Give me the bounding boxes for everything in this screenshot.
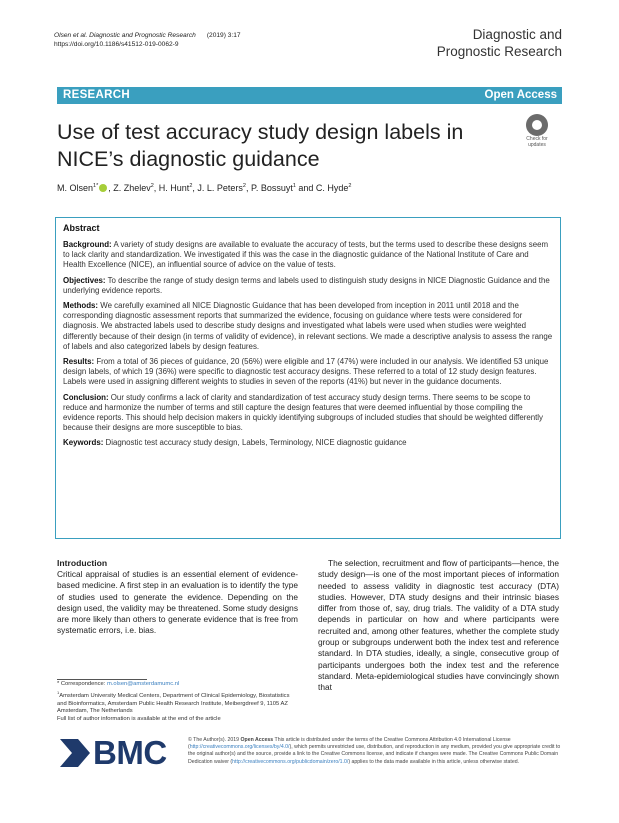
check-for-updates-badge[interactable] [515, 112, 559, 156]
author-name: , P. Bossuyt [245, 183, 293, 193]
publisher-logo [60, 735, 175, 771]
bmc-logo-text: BMC [93, 734, 167, 771]
article-type-label: RESEARCH [63, 89, 130, 101]
author-name: and C. Hyde [295, 183, 349, 193]
public-domain-link[interactable]: http://creativecommons.org/publicdomain/zero/1.0/ [232, 758, 349, 765]
article-type-banner [57, 87, 562, 104]
abstract-keywords: Keywords: Diagnostic test accuracy study design, Labels, Terminology, NICE diagnostic guidance [63, 438, 407, 448]
doi-link[interactable]: https://doi.org/10.1186/s41512-019-0062-9 [54, 41, 179, 48]
correspondence-line: * Correspondence: m.olsen@amsterdamumc.nl [57, 681, 180, 687]
abstract-background: Background: A variety of study designs are available to evaluate the accuracy of tests, but the terms used to describe these designs seem to lack clarity and standardization. We investigated if this was the case in the diagnostic guidance of the National Institute of Care and Health Excellence (NICE), an influential source of advice on the value of tests. [63, 240, 549, 270]
footnote-divider [57, 679, 147, 680]
body-column-right [318, 558, 559, 694]
author-name: , Z. Zhelev [108, 183, 151, 193]
badge-line1: Check for [526, 136, 548, 142]
abstract-results: Results: From a total of 36 pieces of guidance, 20 (56%) were eligible and 17 (47%) were included in our analysis. We identified 53 unique design labels, of which 19 (36%) were specific to diagnostic test accuracy designs. These referred to a total of 12 study design features. Labels were used in assigning different weights to studies in seven of the reports (41%) but never in the guidance documents. [63, 357, 549, 387]
year-volume: (2019) 3:17 [206, 32, 241, 39]
paragraph: The selection, recruitment and flow of participants—hence, the study design—is one of the most important pieces of information needed to assess validity in diagnostic test accuracy (DTA) studies. However, DTA study designs and their intrinsic biases differ from those of, say, drug trials. The validity of a DTA study depends in particular on how and where participants were recruited and, among other features, whether the complete study group or subgroups underwent both the index test and reference standard. In DTA studies, ideally, a single, consecutive group of participants undergoes both the index test and the reference standard. Meta-epidemiological studies have convincingly shown that [318, 558, 559, 693]
author-affiliation-sup: 2 [150, 183, 154, 189]
journal-citation: Olsen et al. Diagnostic and Prognostic Research [54, 32, 196, 39]
abstract-methods: Methods: We carefully examined all NICE Diagnostic Guidance that has been developed from inception in 2011 until 2018 and the corresponding diagnostic assessment reports that summarized the evidence, focusing on guidance where tests were considered for diagnosis. We abstracted labels used to describe study designs and investigated what labels were used when studies were weighted differently because of their design (in terms of validity of evidence), in relevant sections. We made a descriptive analysis to assess the range of labels and also categorized labels by design features. [63, 301, 553, 351]
open-access-label: Open Access [484, 89, 557, 101]
abstract-heading: Abstract [63, 223, 100, 233]
journal-name-line1: Diagnostic and [472, 27, 562, 42]
abstract-objectives: Objectives: To describe the range of study design terms and labels used to distinguish study designs in NICE Diagnostic Guidance and the underlying evidence reports. [63, 275, 550, 295]
full-author-info-note: Full list of author information is available at the end of the article [57, 716, 221, 723]
section-heading-introduction: Introduction [57, 558, 108, 568]
author-name: M. Olsen [57, 183, 94, 193]
author-affiliation-sup: 2 [348, 183, 352, 189]
abstract-box [55, 217, 561, 539]
author-list [57, 180, 351, 194]
article-title: Use of test accuracy study design labels in NICE’s diagnostic guidance [57, 120, 464, 171]
author-affiliation-sup: 2 [189, 183, 193, 189]
author-affiliation-sup: 2 [242, 183, 246, 189]
badge-line2: updates [528, 141, 546, 148]
journal-name-line2: Prognostic Research [436, 44, 562, 59]
orcid-icon[interactable] [99, 184, 107, 192]
author-affiliation-sup: 1* [93, 183, 99, 189]
body-column-left [57, 558, 298, 637]
author-name: , J. L. Peters [192, 183, 243, 193]
journal-name [437, 26, 562, 60]
check-for-updates-icon [526, 114, 548, 136]
affiliation: $^1$Amsterdam University Medical Centers, Department of Clinical Epidemiology, Biostatistics and Bioinformatics, Amsterdam Public Health Research Institute, Meibergdreef 9, 1105 AZ Amsterdam, The Netherlands [57, 689, 290, 715]
license-link[interactable]: http://creativecommons.org/licenses/by/4.0/ [189, 744, 290, 751]
abstract-conclusion: Conclusion: Our study confirms a lack of clarity and standardization of test accuracy study design terms. There seems to be scope to reduce and harmonize the number of terms and still capture the design features that were deemed influential by those compiling the evidence reports. This should help decision makers in quickly identifying subgroups of included studies that should be weighted differently because their designs are more susceptible to bias. [63, 392, 544, 433]
license-statement: © The Author(s). 2019 Open Access This article is distributed under the terms of the Creative Commons Attribution 4.0 International License (http://creativecommons.org/licenses/by/4.0/), which permits unrestricted use, distribution, and reproduction in any medium, provided you give appropriate credit to the original author(s) and the source, provide a link to the Creative Commons license, and indicate if changes were made. The Creative Commons Public Domain Dedication waiver (http://creativecommons.org/publicdomain/zero/1.0/) applies to the data made available in this article, unless otherwise stated. [188, 737, 561, 765]
author-affiliation-sup: 1 [292, 183, 296, 189]
running-header [54, 31, 241, 49]
paragraph: Critical appraisal of studies is an essential element of evidence-based medicine. A first step in an evaluation is to identify the type of studies used to generate the evidence. Depending on the design used, the validity may be threatened. Some study designs are more likely than others to generate evidence that is free from systematic errors, i.e. bias. [57, 569, 298, 636]
correspondence-email[interactable]: m.olsen@amsterdamumc.nl [106, 681, 180, 687]
bmc-logo-mark-icon [60, 739, 90, 767]
footnote [57, 681, 297, 724]
author-name: , H. Hunt [153, 183, 190, 193]
